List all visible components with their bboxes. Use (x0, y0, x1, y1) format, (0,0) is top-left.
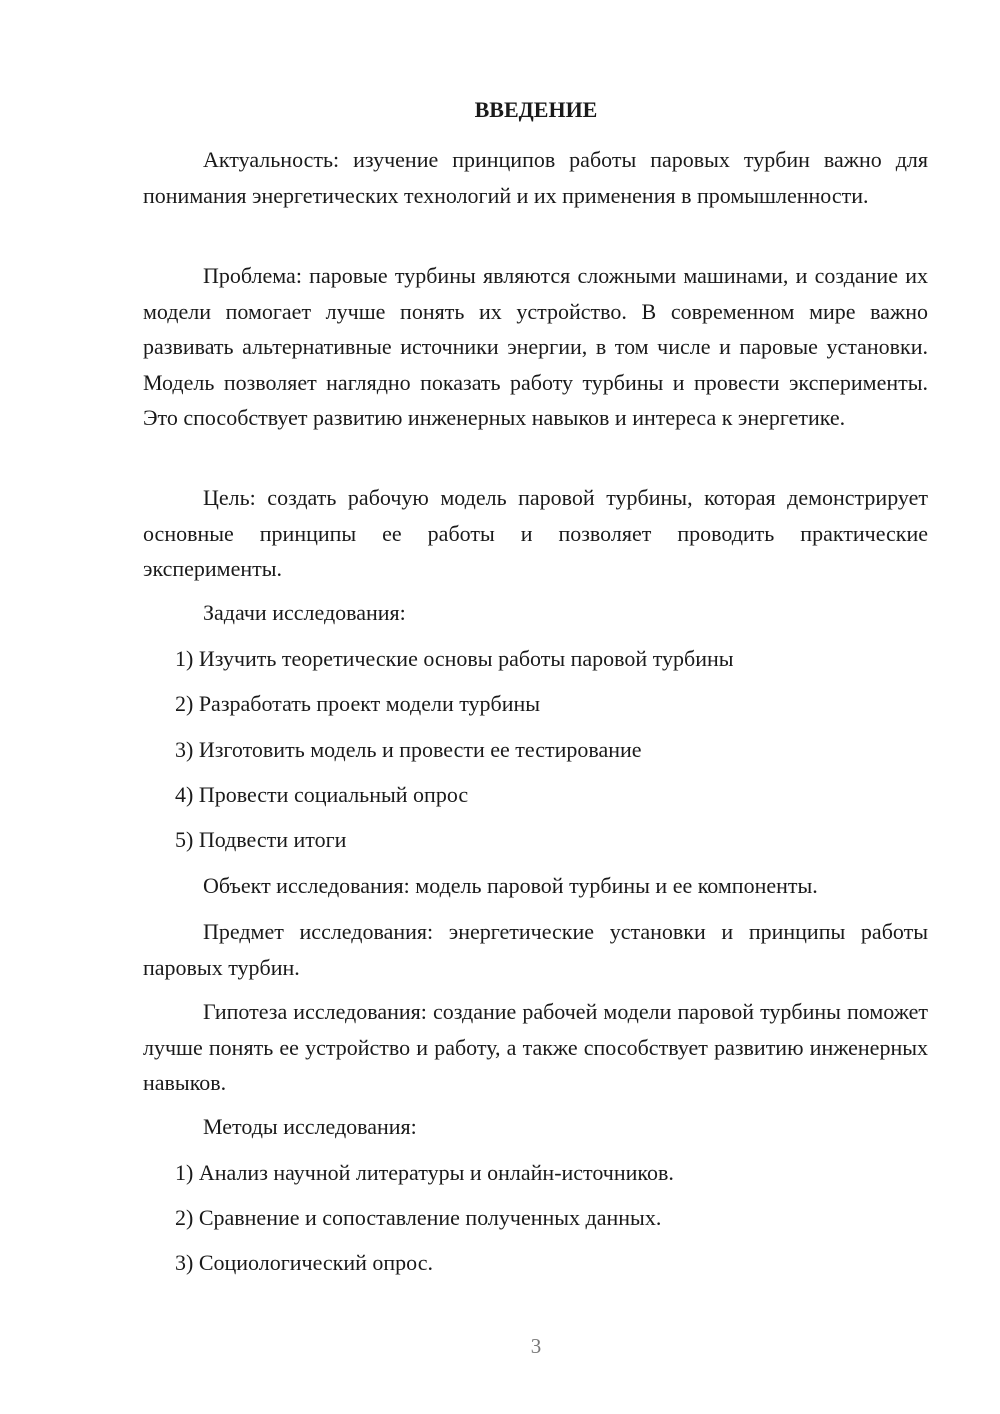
list-item: 4) Провести социальный опрос (175, 782, 469, 807)
methods-heading: Методы исследования: (203, 1114, 417, 1139)
list-item: 1) Изучить теоретические основы работы паровой турбины (175, 646, 734, 671)
list-item: 5) Подвести итоги (175, 827, 347, 852)
object-paragraph: Объект исследования: модель паровой турбины и ее компоненты. (203, 873, 818, 898)
tasks-heading: Задачи исследования: (203, 600, 406, 625)
page-number: 3 (530, 1334, 542, 1358)
list-item: 1) Анализ научной литературы и онлайн-источников. (175, 1160, 674, 1185)
list-item: 3) Изготовить модель и провести ее тестирование (175, 737, 642, 762)
goal-paragraph: Цель: создать рабочую модель паровой турбины, которая демонстрирует основные принципы ее работы и позволяет проводить практические эксперименты. (143, 485, 928, 581)
list-item: 3) Социологический опрос. (175, 1250, 433, 1275)
subject-paragraph: Предмет исследования: энергетические установки и принципы работы паровых турбин. (143, 919, 928, 980)
hypothesis-paragraph: Гипотеза исследования: создание рабочей модели паровой турбины поможет лучше понять ее устройство и работу, а также способствует развитию инженерных навыков. (143, 999, 928, 1095)
list-item: 2) Сравнение и сопоставление полученных данных. (175, 1205, 662, 1230)
relevance-paragraph: Актуальность: изучение принципов работы паровых турбин важно для понимания энергетических технологий и их применения в промышленности. (143, 147, 928, 208)
problem-paragraph: Проблема: паровые турбины являются сложными машинами, и создание их модели помогает лучше понять их устройство. В современном мире важно развивать альтернативные источники энергии, в том числе и паровые установки. Модель позволяет наглядно показать работу турбины и провести эксперименты. Это способствует развитию инженерных навыков и интереса к энергетике. (143, 263, 928, 430)
page-title: ВВЕДЕНИЕ (474, 97, 598, 122)
list-item: 2) Разработать проект модели турбины (175, 691, 541, 716)
